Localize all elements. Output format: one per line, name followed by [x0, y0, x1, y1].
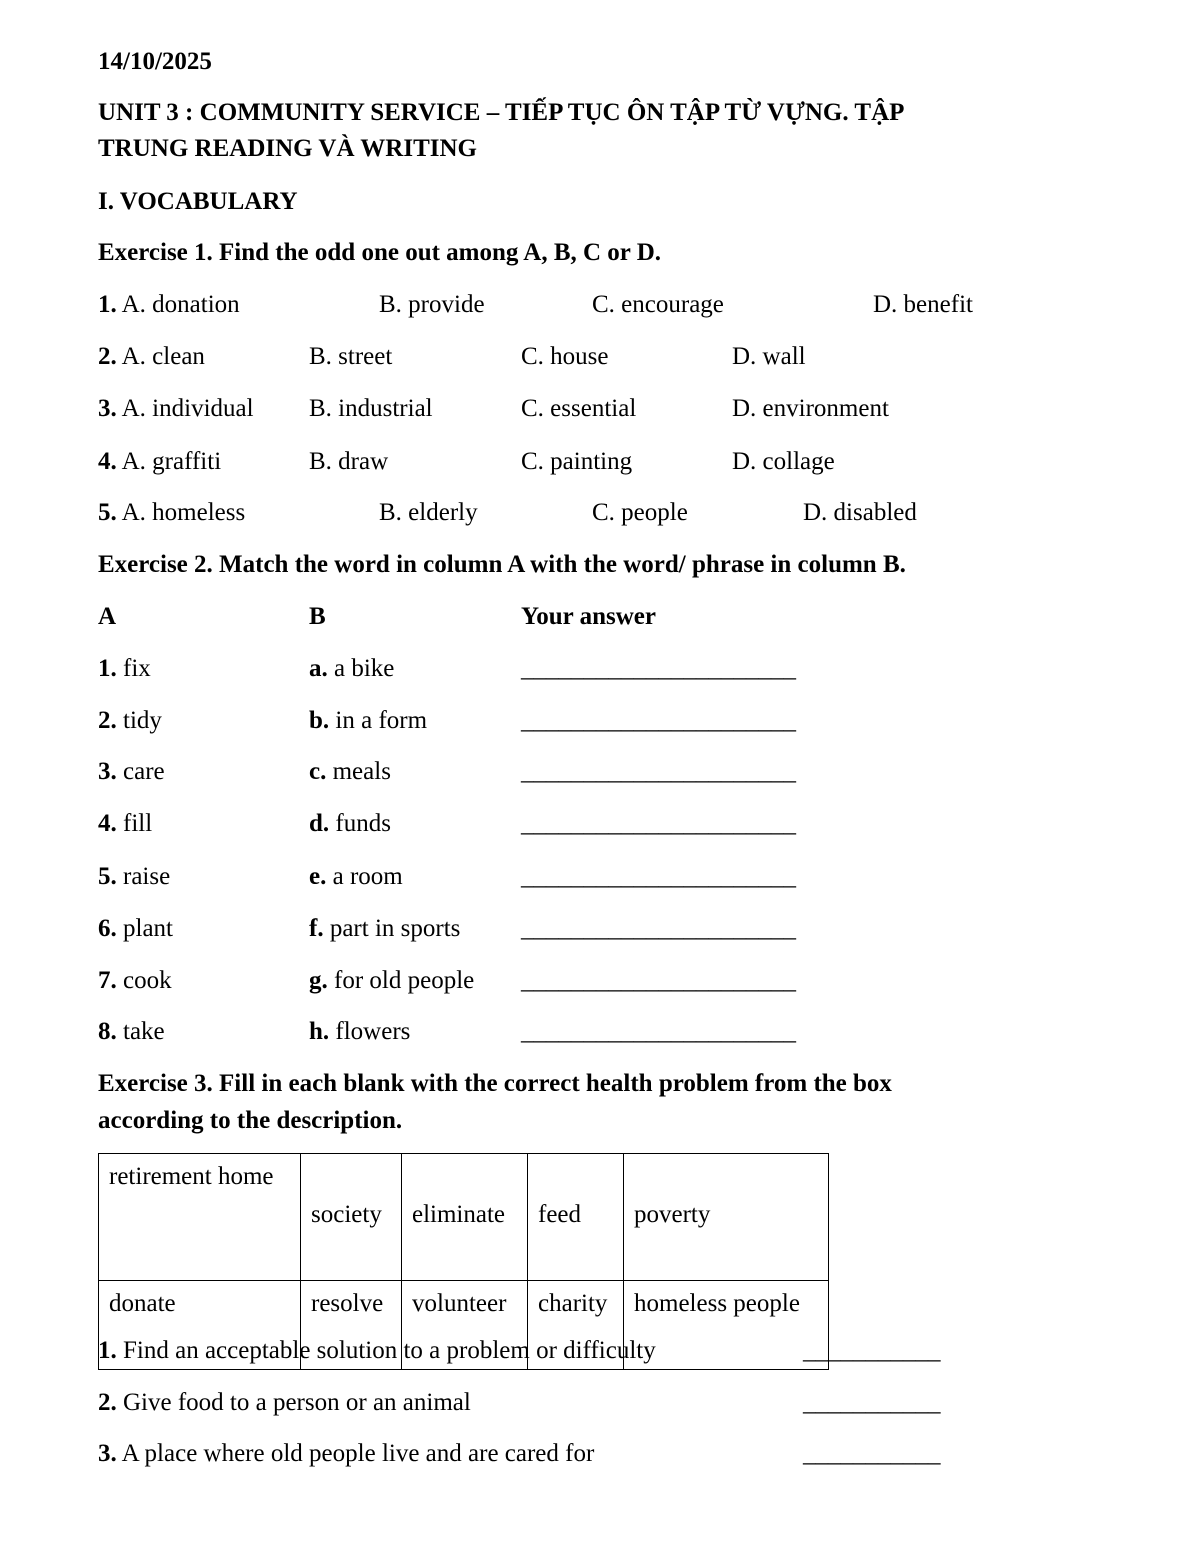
word: fill [123, 810, 153, 837]
column-b-header: B [309, 603, 326, 630]
option-d: D. disabled [803, 499, 917, 526]
item-number: 4. [98, 448, 117, 475]
phrase: a room [332, 863, 403, 890]
word: tidy [123, 707, 162, 734]
option-c: C. essential [521, 395, 637, 422]
word-box-cell: homeless people [624, 1281, 829, 1370]
answer-blank[interactable]: ___________ [803, 1337, 941, 1364]
option-a: A. homeless [121, 499, 246, 526]
row-letter: h. [309, 1018, 330, 1045]
option-a: A. graffiti [121, 448, 222, 475]
row-letter: e. [309, 863, 327, 890]
row-number: 7. [98, 967, 117, 994]
option-d: D. benefit [873, 291, 973, 318]
word-box-row [99, 1154, 829, 1281]
word-box-cell: society [301, 1154, 402, 1281]
word-box-cell: volunteer [402, 1281, 528, 1370]
answer-blank[interactable]: ______________________ [521, 915, 796, 942]
option-c: C. people [592, 499, 688, 526]
phrase: meals [332, 758, 391, 785]
word-box-cell: poverty [624, 1154, 829, 1281]
item-number: 1. [98, 291, 117, 318]
answer-blank[interactable]: ______________________ [521, 967, 796, 994]
exercise-2-heading: Exercise 2. Match the word in column A with the word/ phrase in column B. [98, 551, 906, 578]
exercise-3-heading-line-1: Exercise 3. Fill in each blank with the correct health problem from the box [98, 1070, 892, 1097]
word: plant [123, 915, 173, 942]
option-d: D. collage [732, 448, 835, 475]
answer-blank[interactable]: ___________ [803, 1440, 941, 1467]
row-number: 3. [98, 758, 117, 785]
word: raise [123, 863, 171, 890]
phrase: in a form [335, 707, 428, 734]
word: care [123, 758, 165, 785]
option-c: C. painting [521, 448, 633, 475]
option-b: B. draw [309, 448, 389, 475]
row-number: 8. [98, 1018, 117, 1045]
date: 14/10/2025 [98, 48, 212, 75]
title-line-2: TRUNG READING VÀ WRITING [98, 135, 477, 162]
definition-text: Give food to a person or an animal [123, 1389, 471, 1416]
row-number: 6. [98, 915, 117, 942]
phrase: flowers [335, 1018, 411, 1045]
row-number: 2. [98, 707, 117, 734]
phrase: part in sports [329, 915, 461, 942]
answer-blank[interactable]: ______________________ [521, 1018, 796, 1045]
title-line-1: UNIT 3 : COMMUNITY SERVICE – TIẾP TỤC ÔN TẬP TỪ VỰNG. TẬP [98, 99, 905, 126]
word-box-cell: resolve [301, 1281, 402, 1370]
option-b: B. provide [379, 291, 485, 318]
option-c: C. house [521, 343, 609, 370]
item-number: 1. [98, 1337, 117, 1364]
word-box-cell: retirement home [99, 1154, 301, 1281]
answer-blank[interactable]: ___________ [803, 1389, 941, 1416]
option-a: A. clean [121, 343, 205, 370]
word-box-cell: charity [528, 1281, 624, 1370]
answer-blank[interactable]: ______________________ [521, 655, 796, 682]
option-a: A. donation [121, 291, 240, 318]
row-number: 5. [98, 863, 117, 890]
phrase: a bike [334, 655, 395, 682]
answer-column-header: Your answer [521, 603, 656, 630]
word: fix [123, 655, 151, 682]
answer-blank[interactable]: ______________________ [521, 758, 796, 785]
exercise-3-heading-line-2: according to the description. [98, 1107, 403, 1134]
row-letter: f. [309, 915, 324, 942]
phrase: for old people [334, 967, 475, 994]
definition-text: Find an acceptable solution to a problem or difficulty [123, 1337, 656, 1364]
option-d: D. wall [732, 343, 806, 370]
row-letter: a. [309, 655, 328, 682]
row-letter: g. [309, 967, 328, 994]
answer-blank[interactable]: ______________________ [521, 810, 796, 837]
row-letter: c. [309, 758, 327, 785]
item-number: 5. [98, 499, 117, 526]
row-number: 4. [98, 810, 117, 837]
option-b: B. street [309, 343, 393, 370]
answer-blank[interactable]: ______________________ [521, 707, 796, 734]
item-number: 2. [98, 1389, 117, 1416]
option-d: D. environment [732, 395, 889, 422]
item-number: 3. [98, 395, 117, 422]
word-box-cell: feed [528, 1154, 624, 1281]
row-number: 1. [98, 655, 117, 682]
column-a-header: A [98, 603, 117, 630]
option-b: B. elderly [379, 499, 478, 526]
exercise-1-heading: Exercise 1. Find the odd one out among A, B, C or D. [98, 239, 662, 266]
item-number: 2. [98, 343, 117, 370]
word: take [123, 1018, 165, 1045]
option-c: C. encourage [592, 291, 724, 318]
option-a: A. individual [121, 395, 254, 422]
row-letter: b. [309, 707, 330, 734]
section-heading: I. VOCABULARY [98, 188, 298, 215]
phrase: funds [335, 810, 391, 837]
word-box-cell: eliminate [402, 1154, 528, 1281]
row-letter: d. [309, 810, 330, 837]
definition-text: A place where old people live and are cared for [121, 1440, 595, 1467]
answer-blank[interactable]: ______________________ [521, 863, 796, 890]
item-number: 3. [98, 1440, 117, 1467]
word-box-cell: donate [99, 1281, 301, 1370]
word: cook [123, 967, 172, 994]
option-b: B. industrial [309, 395, 433, 422]
